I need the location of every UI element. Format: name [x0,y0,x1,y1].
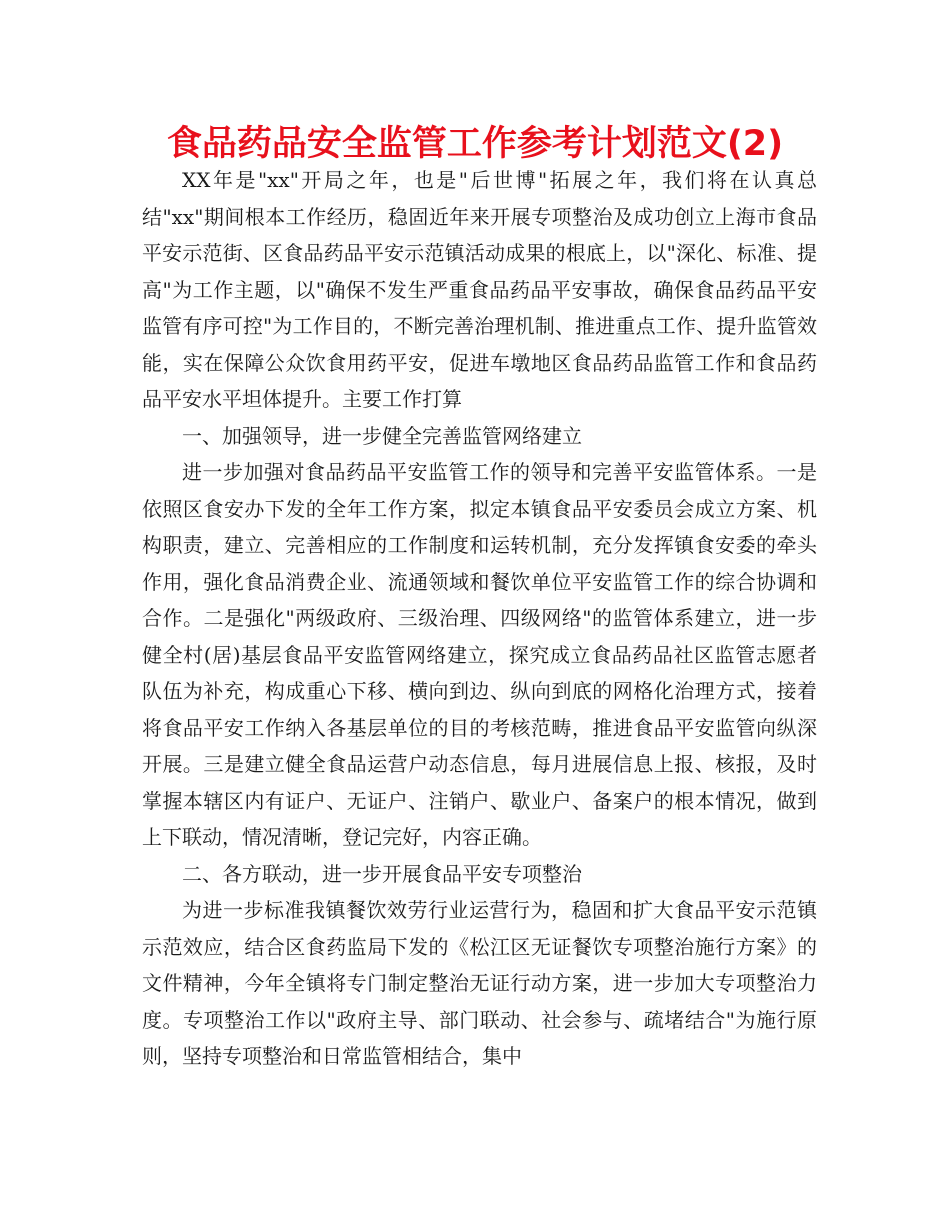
paragraph-section-2: 为进一步标准我镇餐饮效劳行业运营行为，稳固和扩大食品平安示范镇示范效应，结合区食药监局下发的《松江区无证餐饮专项整治施行方案》的文件精神，今年全镇将专门制定整治无证行动方案，进一步加大专项整治力度。专项整治工作以"政府主导、部门联动、社会参与、疏堵结合"为施行原则，坚持专项整治和日常监管相结合，集中 [142,898,817,1068]
section-heading-2: 二、各方联动，进一步开展食品平安专项整治 [182,861,582,886]
paragraph-section-1: 进一步加强对食品药品平安监管工作的领导和完善平安监管体系。一是依照区食安办下发的全年工作方案，拟定本镇食品平安委员会成立方案、机构职责，建立、完善相应的工作制度和运转机制，充分发挥镇食安委的牵头作用，强化食品消费企业、流通领域和餐饮单位平安监管工作的综合协调和合作。二是强化"两级政府、三级治理、四级网络"的监管体系建立，进一步健全村(居)基层食品平安监管网络建立，探究成立食品药品社区监管志愿者队伍为补充，构成重心下移、横向到边、纵向到底的网格化治理方式，接着将食品平安工作纳入各基层单位的目的考核范畴，推进食品平安监管向纵深开展。三是建立健全食品运营户动态信息，每月进展信息上报、核报，及时掌握本辖区内有证户、无证户、注销户、歇业户、备案户的根本情况，做到上下联动，情况清晰，登记完好，内容正确。 [142,460,817,849]
document-title: 食品药品安全监管工作参考计划范文(2) [166,124,784,164]
document-body [142,162,817,1075]
paragraph-intro: XX年是"xx"开局之年，也是"后世博"拓展之年，我们将在认真总结"xx"期间根本工作经历，稳固近年来开展专项整治及成功创立上海市食品平安示范街、区食品药品平安示范镇活动成果的根底上，以"深化、标准、提高"为工作主题，以"确保不发生严重食品药品平安事故，确保食品药品平安监管有序可控"为工作目的，不断完善治理机制、推进重点工作、提升监管效能，实在保障公众饮食用药平安，促进车墩地区食品药品监管工作和食品药品平安水平坦体提升。主要工作打算 [142,168,817,411]
section-heading-1: 一、加强领导，进一步健全完善监管网络建立 [182,423,582,448]
